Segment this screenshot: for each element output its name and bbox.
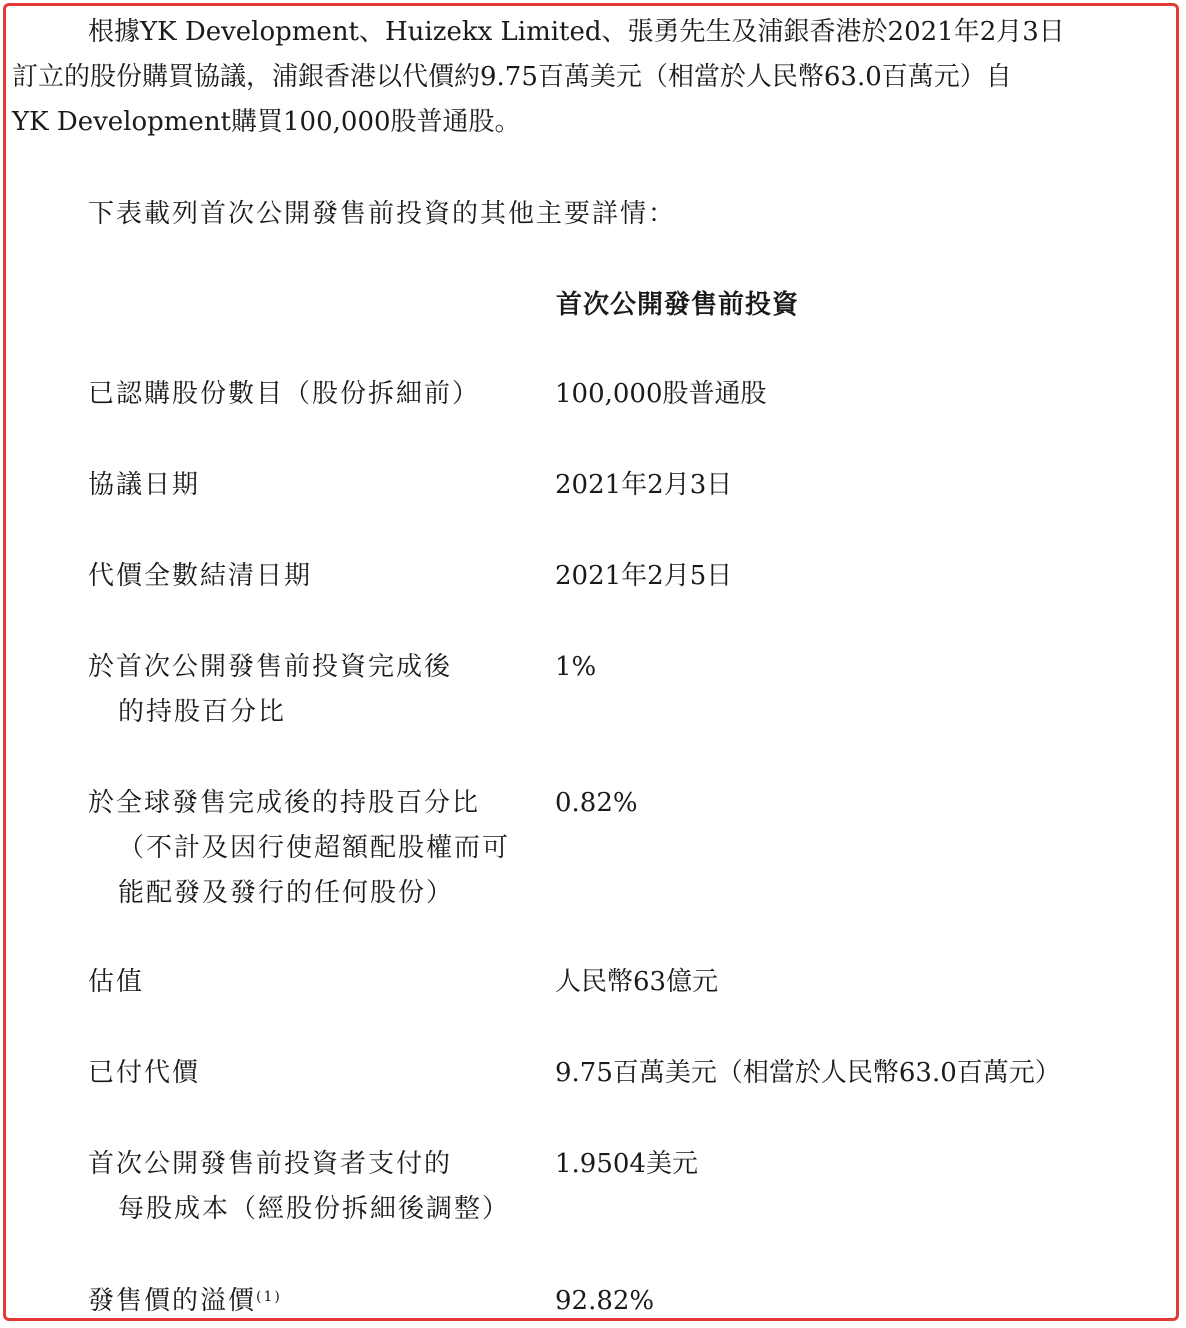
- row-label-text-continued: 能配發及發行的任何股份）: [118, 878, 455, 908]
- row-label-text: 估值: [88, 967, 145, 997]
- row-value-premium: 92.82%: [555, 1286, 655, 1316]
- row-label-agreement-date: [88, 463, 528, 508]
- row-label-shareholding-after-preipo: [88, 645, 528, 735]
- row-label-text: 已付代價: [88, 1058, 201, 1088]
- body-paragraph-line-1: [12, 10, 1152, 55]
- paragraph-text-1: 根據YK Development、Huizekx Limited、張勇先生及浦銀香港於2021年2月3日: [88, 17, 1065, 47]
- row-label-shares-subscribed: [88, 372, 528, 417]
- body-paragraph-line-2: 訂立的股份購買協議，浦銀香港以代價約9.75百萬美元（相當於人民幣63.0百萬元）自: [12, 62, 1012, 92]
- footnote-marker: (1): [256, 1289, 282, 1305]
- column-header: 首次公開發售前投資: [556, 290, 800, 320]
- row-label-text: 已認購股份數目（股份拆細前）: [88, 379, 481, 409]
- row-label-text-continued: 每股成本（經股份拆細後調整）: [118, 1194, 511, 1224]
- row-label-premium: [88, 1279, 528, 1324]
- row-label-consideration-paid: [88, 1051, 528, 1096]
- row-value-agreement-date: 2021年2月3日: [555, 470, 733, 500]
- row-label-shareholding-after-global-offering: [88, 781, 528, 916]
- row-label-text: 協議日期: [88, 470, 201, 500]
- row-value-settlement-date: 2021年2月5日: [555, 561, 733, 591]
- row-label-cost-per-share: [88, 1142, 528, 1232]
- row-label-text: 於首次公開發售前投資完成後: [88, 652, 453, 682]
- table-intro: 下表載列首次公開發售前投資的其他主要詳情：: [88, 199, 677, 229]
- row-label-text: 代價全數結清日期: [88, 561, 313, 591]
- row-label-text: 發售價的溢價: [88, 1286, 257, 1316]
- body-paragraph-line-3: YK Development購買100,000股普通股。: [12, 107, 521, 137]
- row-value-shareholding-after-preipo: 1%: [555, 652, 597, 682]
- row-value-valuation: 人民幣63億元: [555, 967, 719, 997]
- row-label-settlement-date: [88, 554, 528, 599]
- row-value-consideration-paid: 9.75百萬美元（相當於人民幣63.0百萬元）: [555, 1058, 1061, 1088]
- row-value-shares-subscribed: 100,000股普通股: [555, 379, 767, 409]
- row-label-valuation: [88, 960, 528, 1005]
- row-label-text-continued: 的持股百分比: [118, 697, 287, 727]
- row-label-text: 於全球發售完成後的持股百分比: [88, 788, 481, 818]
- row-value-shareholding-after-global-offering: 0.82%: [555, 788, 638, 818]
- row-label-text-continued: （不計及因行使超額配股權而可: [118, 833, 511, 863]
- row-value-cost-per-share: 1.9504美元: [555, 1149, 698, 1179]
- row-label-text: 首次公開發售前投資者支付的: [88, 1149, 453, 1179]
